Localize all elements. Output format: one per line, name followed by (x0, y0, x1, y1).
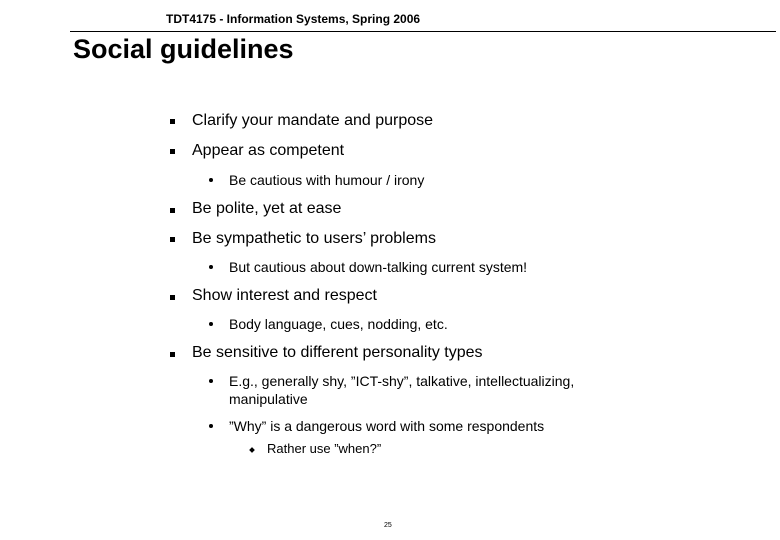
dot-bullet-icon (209, 379, 213, 383)
bullet-sympathetic: Be sympathetic to users’ problems (192, 230, 436, 247)
square-bullet-icon (170, 352, 175, 357)
square-bullet-icon (170, 119, 175, 124)
square-bullet-icon (170, 208, 175, 213)
sub-bullet-down-talking: But cautious about down-talking current system! (229, 259, 528, 275)
dot-bullet-icon (209, 265, 213, 269)
bullet-clarify-mandate: Clarify your mandate and purpose (192, 112, 434, 129)
sub-bullet-body-language: Body language, cues, nodding, etc. (229, 316, 448, 332)
sub-bullet-why-dangerous: ”Why” is a dangerous word with some respondents (229, 418, 545, 434)
sub-bullet-humour: Be cautious with humour / irony (229, 172, 425, 188)
sub-sub-bullet-use-when: Rather use ”when?” (267, 441, 382, 456)
page-number: 25 (384, 522, 392, 529)
square-bullet-icon (170, 295, 175, 300)
dot-bullet-icon (209, 322, 213, 326)
slide-header: TDT4175 - Information Systems, Spring 2006 (166, 12, 421, 26)
square-bullet-icon (170, 149, 175, 154)
bullet-personality-types: Be sensitive to different personality types (192, 344, 483, 361)
square-bullet-icon (170, 237, 175, 242)
bullet-polite: Be polite, yet at ease (192, 200, 342, 217)
header-divider (70, 31, 776, 32)
bullet-interest-respect: Show interest and respect (192, 287, 377, 304)
dot-bullet-icon (209, 178, 213, 182)
slide-title: Social guidelines (73, 34, 294, 64)
dot-bullet-icon (209, 424, 213, 428)
diamond-bullet-icon (249, 447, 255, 453)
sub-bullet-personality-examples: E.g., generally shy, ”ICT-shy”, talkative, intellectualizing, manipulative (229, 373, 575, 407)
bullet-appear-competent: Appear as competent (192, 142, 345, 159)
